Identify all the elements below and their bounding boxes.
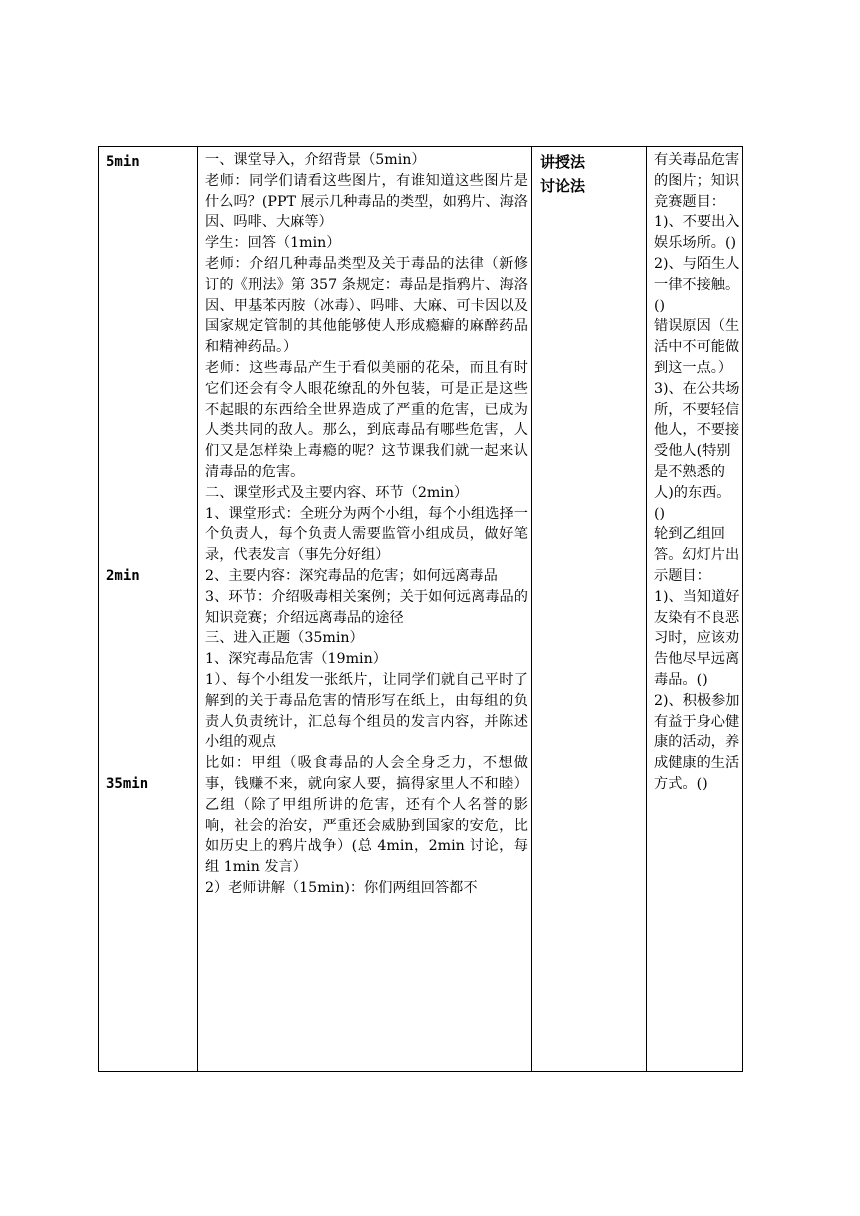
content-paragraph: 1、课堂形式：全班分为两个小组，每个小组选择一个负责人，每个负责人需要监管小组成员，做好笔录，代表发言（事先分好组） [205,505,528,564]
time-column [99,147,198,1072]
content-paragraph: 3、环节：介绍吸毒相关案例；关于如何远离毒品的知识竞赛；介绍远离毒品的途径 [205,588,528,626]
resource-paragraph: 2)、积极参加有益于身心健康的活动，养成健康的生活方式。() [654,692,740,792]
resource-paragraph: 错误原因（生活中不可能做到这一点。） [654,318,740,376]
resource-paragraph: 3)、在公共场所，不要轻信他人，不要接受他人(特别是不熟悉的人)的东西。() [654,380,740,522]
section-heading: 三、进入正题（35min） [205,630,364,647]
content-paragraph: 老师：这些毒品产生于看似美丽的花朵，而且有时它们还会有令人眼花缭乱的外包装，可是正是这些不起眼的东西给全世界造成了严重的危害，已成为人类共同的敌人。那么，到底毒品有哪些危害，人们又是怎样染上毒瘾的呢？这节课我们就一起来认清毒品的危害。 [205,359,528,480]
table-row [99,147,743,1072]
content-paragraph: 比如：甲组（吸食毒品的人会全身乏力，不想做事，钱赚不来，就向家人要，搞得家里人不和睦）乙组（除了甲组所讲的危害，还有个人名誉的影响，社会的治安，严重还会威胁到国家的安危，比如历史上的鸦片战争）(总 4min，2min 讨论，每组 1min 发言） [205,755,528,876]
content-paragraph: 1）、每个小组发一张纸片，让同学们就自己平时了解到的关于毒品危害的情形写在纸上，由每组的负责人负责统计，汇总每个组员的发言内容，并陈述小组的观点 [205,671,528,751]
resource-paragraph: 轮到乙组回答。幻灯片出示题目： [654,526,740,584]
resource-column [647,147,743,1072]
section-heading: 二、课堂形式及主要内容、环节（2min） [205,484,469,501]
content-paragraph: 老师：介绍几种毒品类型及关于毒品的法律（新修订的《刑法》第 357 条规定：毒品是指鸦片、海洛因、甲基苯丙胺（冰毒）、吗啡、大麻、可卡因以及国家规定管制的其他能够使人形成瘾癖的麻醉药品和精神药品。） [205,255,528,356]
method-column [532,147,647,1072]
time-label: 5min [106,154,140,170]
method-label: 讨论法 [540,177,586,195]
resource-paragraph: 1)、当知道好友染有不良恶习时，应该劝告他尽早远离毒品。() [654,588,740,688]
content-paragraph: 1、深究毒品危害（19min） [205,651,387,668]
content-paragraph: 2）老师讲解（15min)：你们两组回答都不 [205,879,478,896]
time-label: 35min [106,776,149,792]
content-paragraph: 老师：同学们请看这些图片，有谁知道这些图片是什么吗？(PPT 展示几种毒品的类型，如鸦片、海洛因、吗啡、大麻等） [205,172,528,231]
section-heading: 一、课堂导入，介绍背景（5min） [205,152,426,168]
lesson-plan-table [98,146,743,1072]
time-label: 2min [106,568,140,584]
content-paragraph: 学生：回答（1min） [205,235,341,252]
content-column [198,147,532,1072]
method-label: 讲授法 [540,153,586,171]
resource-paragraph: 2)、与陌生人一律不接触。() [654,255,740,314]
content-paragraph: 2、主要内容：深究毒品的危害；如何远离毒品 [205,567,498,584]
resource-paragraph: 1)、不要出入娱乐场所。() [654,214,740,252]
resource-paragraph: 有关毒品危害的图片；知识竞赛题目： [654,152,740,210]
